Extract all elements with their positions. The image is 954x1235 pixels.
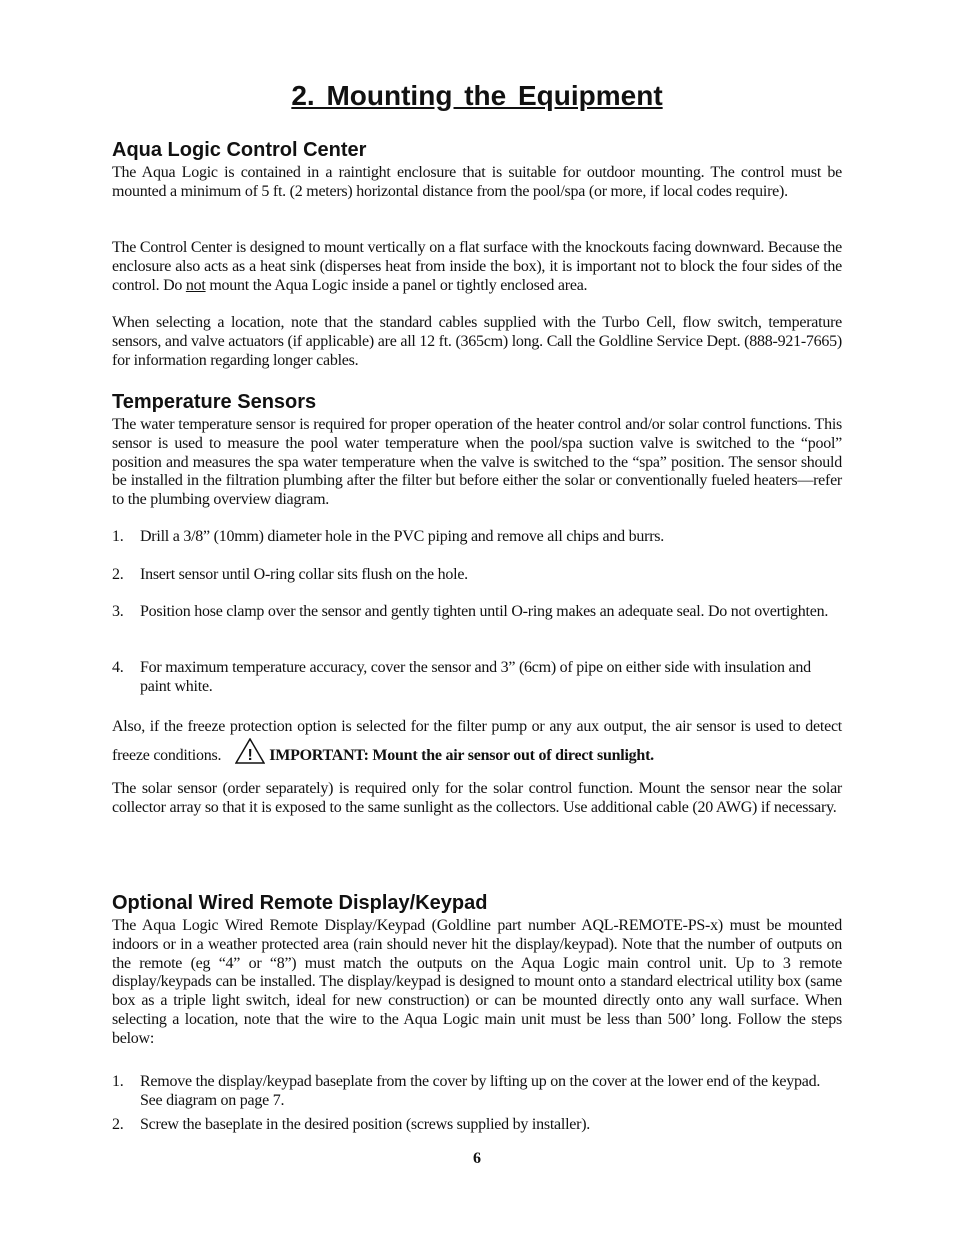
section-heading-remote: Optional Wired Remote Display/Keypad [112, 892, 488, 914]
paragraph: The water temperature sensor is required for proper operation of the heater control and/or solar control functions. This sensor is used to measure the pool water temperature when the pool/spa suction valve is switched to the “pool” position and measures the spa water temperature when the valve is switched to the “spa” position. The sensor should be installed in the filtration plumbing after the filter but before either the solar or conventionally fueled heaters—refer to the plumbing overview diagram. [112, 416, 842, 509]
emphasis-not: not [185, 276, 206, 294]
paragraph: The Control Center is designed to mount vertically on a flat surface with the knockouts facing downward. Because the enclosure also acts as a heat sink (disperses heat from inside the box), it is important not to block the four sides of the control. Do not mount the Aqua Logic inside a panel or tightly enclosed area. [112, 239, 842, 294]
paragraph: The Aqua Logic is contained in a raintight enclosure that is suitable for outdoor mounting. The control must be mounted a minimum of 5 ft. (2 meters) horizontal distance from the pool/spa (or more, if local codes require). [112, 164, 842, 200]
list-item: 2. Screw the baseplate in the desired position (screws supplied by installer). [112, 1116, 591, 1133]
warning-triangle-icon [235, 738, 265, 771]
paragraph-freeze: Also, if the freeze protection option is selected for the filter pump or any aux output, the air sensor is used to detect freeze conditions. ! IMPORTANT: Mount the air sensor out of direct sunlight. [112, 716, 842, 771]
list-item: 1. Remove the display/keypad baseplate from the cover by lifting up on the cover at the lower end of the keypad. See diagram on page 7. [112, 1073, 821, 1109]
paragraph: When selecting a location, note that the standard cables supplied with the Turbo Cell, flow switch, temperature sensors, and valve actuators (if applicable) are all 12 ft. (365cm) long. Call the Goldline Service Dept. (888-921-7665) for information regarding longer cables. [112, 314, 842, 369]
list-item: 2. Insert sensor until O-ring collar sits flush on the hole. [112, 566, 468, 583]
list-item: 4. For maximum temperature accuracy, cover the sensor and 3” (6cm) of pipe on either side with insulation and paint white. [112, 659, 811, 695]
paragraph: The solar sensor (order separately) is required only for the solar control function. Mount the sensor near the solar collector array so that it is exposed to the same sunlight as the collectors. Use additional cable (20 AWG) if necessary. [112, 780, 842, 816]
page-title: 2. Mounting the Equipment [291, 80, 663, 111]
page-number: 6 [473, 1150, 481, 1167]
list-item: 3. Position hose clamp over the sensor and gently tighten until O-ring makes an adequate seal. Do not overtighten. [112, 603, 829, 620]
section-heading-control-center: Aqua Logic Control Center [112, 139, 367, 161]
important-note: IMPORTANT: Mount the air sensor out of direct sunlight. [269, 747, 654, 764]
svg-text:!: ! [247, 747, 253, 764]
list-item: 1. Drill a 3/8” (10mm) diameter hole in the PVC piping and remove all chips and burrs. [112, 528, 665, 545]
section-heading-temperature-sensors: Temperature Sensors [112, 391, 317, 413]
paragraph: The Aqua Logic Wired Remote Display/Keypad (Goldline part number AQL-REMOTE-PS-x) must be mounted indoors or in a weather protected area (rain should never hit the display/keypad). Note that the number of outputs on the remote (eg “4” or “8”) must match the outputs on the Aqua Logic main control unit. Up to 3 remote display/keypads can be installed. The display/keypad is designed to mount onto a standard electrical utility box (same box as a triple light switch, ideal for new construction) or can be mounted directly onto any wall surface. When selecting a location, note that the wire to the Aqua Logic main unit must be less than 500’ long. Follow the steps below: [112, 917, 842, 1047]
